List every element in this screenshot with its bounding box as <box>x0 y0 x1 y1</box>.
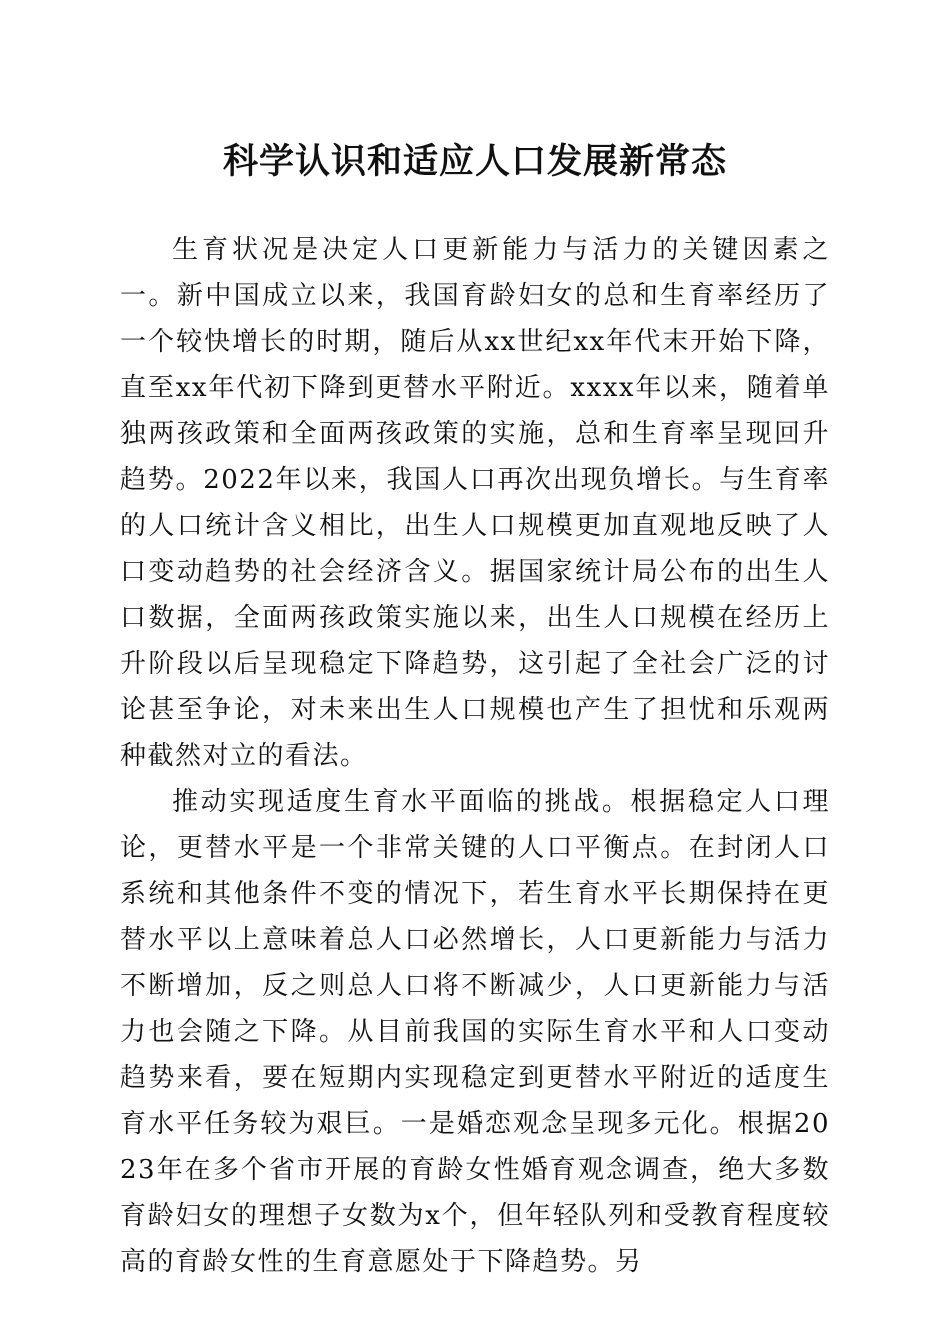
document-body <box>120 227 830 1285</box>
paragraph-1: 生育状况是决定人口更新能力与活力的关键因素之一。新中国成立以来，我国育龄妇女的总和生育率经历了一个较快增长的时期，随后从xx世纪xx年代末开始下降，直至xx年代初下降到更替水平附近。xxxx年以来，随着单独两孩政策和全面两孩政策的实施，总和生育率呈现回升趋势。2022年以来，我国人口再次出现负增长。与生育率的人口统计含义相比，出生人口规模更加直观地反映了人口变动趋势的社会经济含义。据国家统计局公布的出生人口数据，全面两孩政策实施以来，出生人口规模在经历上升阶段以后呈现稳定下降趋势，这引起了全社会广泛的讨论甚至争论，对未来出生人口规模也产生了担忧和乐观两种截然对立的看法。 <box>120 235 830 771</box>
document-title: 科学认识和适应人口发展新常态 <box>222 141 727 182</box>
paragraph-2: 推动实现适度生育水平面临的挑战。根据稳定人口理论，更替水平是一个非常关键的人口平衡点。在封闭人口系统和其他条件不变的情况下，若生育水平长期保持在更替水平以上意味着总人口必然增长，人口更新能力与活力不断增加，反之则总人口将不断减少，人口更新能力与活力也会随之下降。从目前我国的实际生育水平和人口变动趋势来看，要在短期内实现稳定到更替水平附近的适度生育水平任务较为艰巨。一是婚恋观念呈现多元化。根据2023年在多个省市开展的育龄女性婚育观念调查，绝大多数育龄妇女的理想子女数为x个，但年轻队列和受教育程度较高的育龄女性的生育意愿处于下降趋势。另 <box>120 787 830 1277</box>
